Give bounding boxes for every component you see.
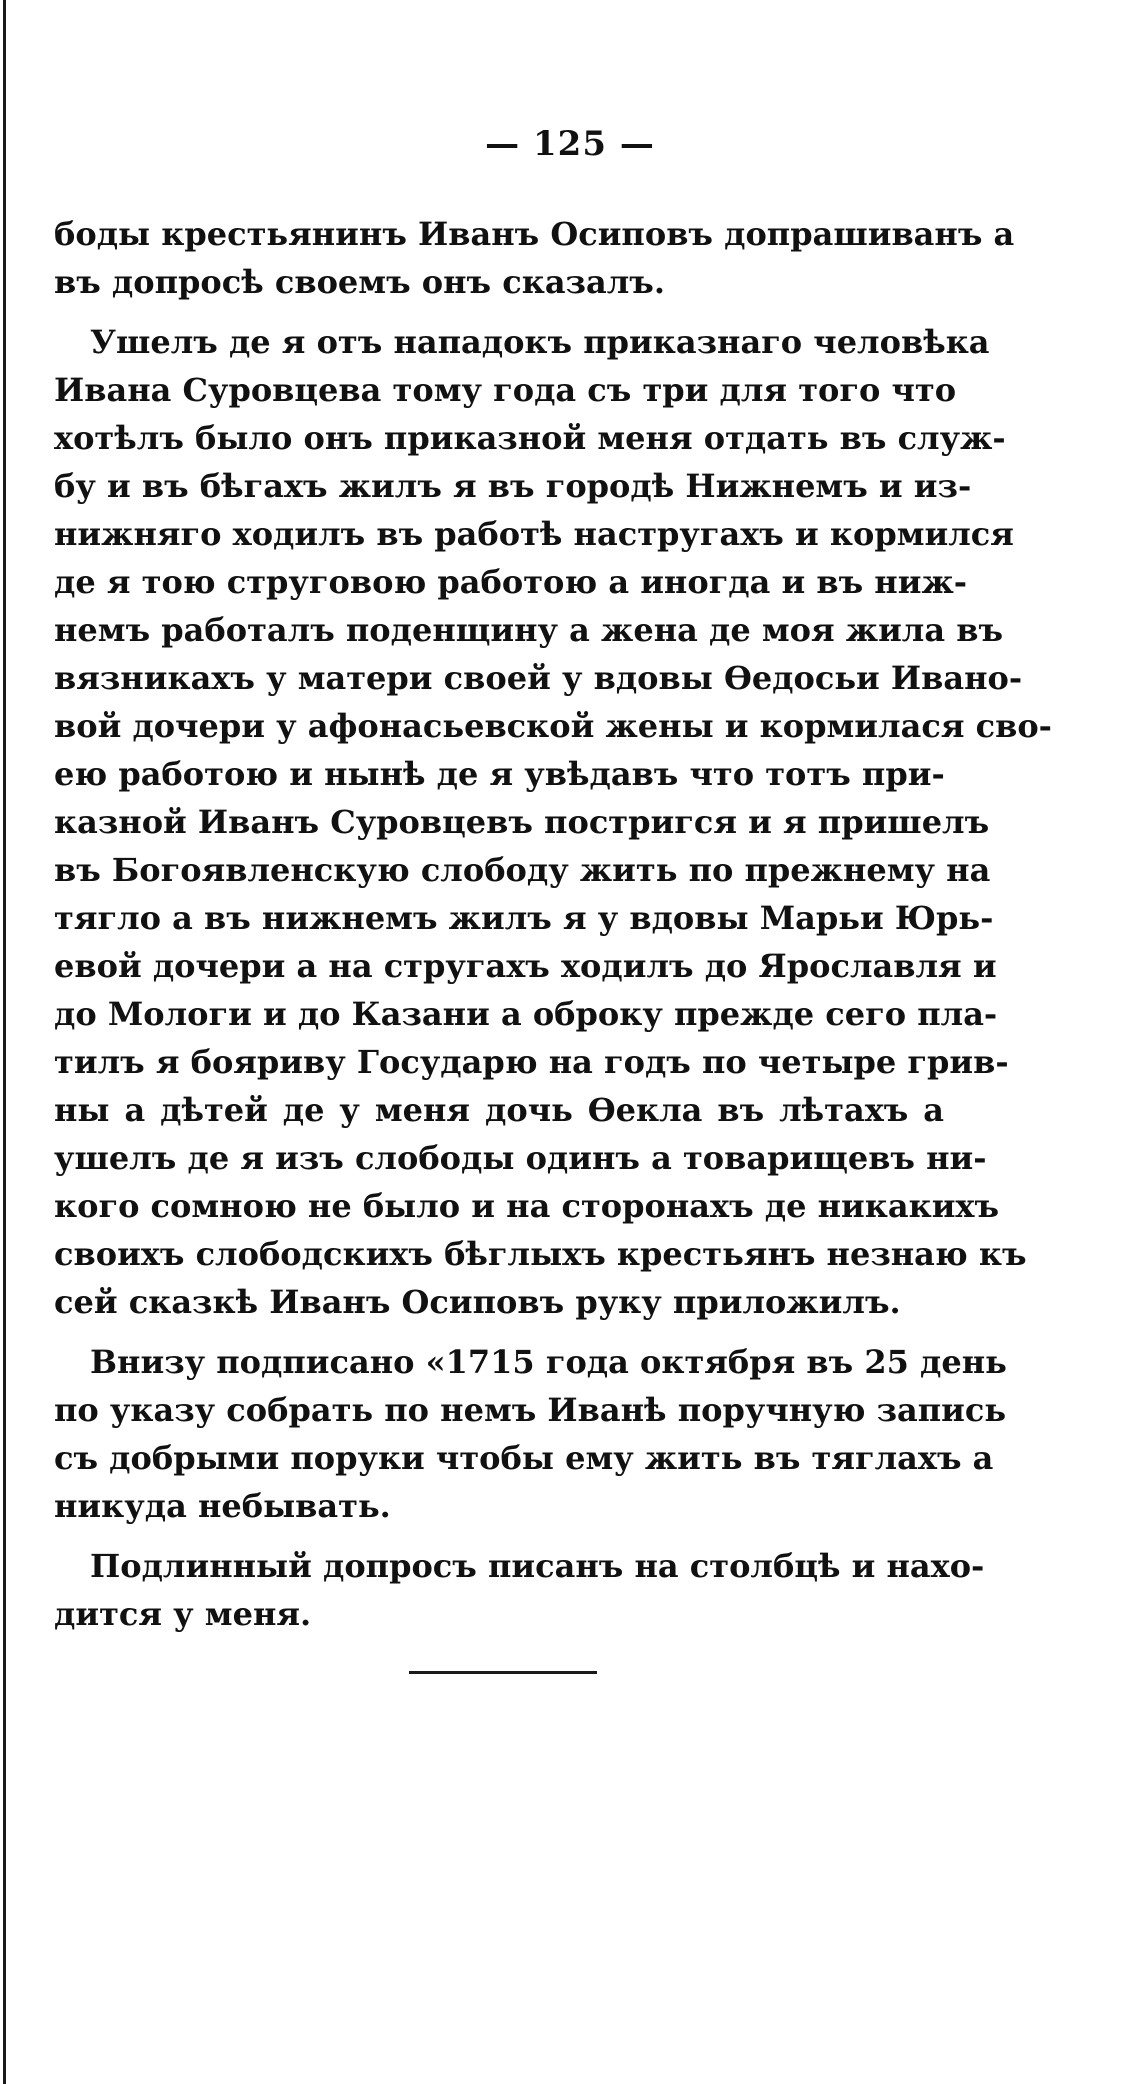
text-line: вязникахъ у матери своей у вдовы Ѳедосьи Ивано- bbox=[54, 659, 1023, 697]
text-line: де я тою струговою работою а иногда и въ ниж- bbox=[54, 563, 968, 601]
text-line: до Мологи и до Казани а оброку прежде сего пла- bbox=[54, 995, 998, 1033]
text-line: немъ работалъ поденщину а жена де моя жила въ bbox=[54, 611, 1004, 649]
text-line: своихъ слободскихъ бѣглыхъ крестьянъ незнаю къ bbox=[54, 1235, 1027, 1273]
text-line: бу и въ бѣгахъ жилъ я въ городѣ Нижнемъ и из- bbox=[54, 467, 972, 505]
text-line: по указу собрать по немъ Иванѣ поручную запись bbox=[54, 1391, 1007, 1429]
text-line: съ добрыми поруки чтобы ему жить въ тяглахъ а bbox=[54, 1439, 994, 1477]
text-line: тилъ я бояриву Государю на годъ по четыре грив- bbox=[54, 1043, 1009, 1081]
text-line: дится у меня. bbox=[54, 1595, 312, 1633]
text-line: въ допросѣ своемъ онъ сказалъ. bbox=[54, 263, 665, 301]
page-number: — 125 — bbox=[485, 124, 655, 164]
text-line: Ушелъ де я отъ нападокъ приказнаго человѣка bbox=[90, 323, 990, 361]
text-line: ны а дѣтей де у меня дочь Ѳекла въ лѣтахъ а bbox=[54, 1091, 944, 1129]
body-text bbox=[54, 210, 1052, 1638]
text-line: никуда небывать. bbox=[54, 1487, 391, 1525]
text-line: кого сомною не было и на сторонахъ де никакихъ bbox=[54, 1187, 1000, 1225]
text-line: нижняго ходилъ въ работѣ настругахъ и кормился bbox=[54, 515, 1014, 553]
text-line: тягло а въ нижнемъ жилъ я у вдовы Марьи Юрь- bbox=[54, 899, 994, 937]
text-line: ею работою и нынѣ де я увѣдавъ что тотъ при- bbox=[54, 755, 945, 793]
page-edge-rule bbox=[3, 0, 6, 2084]
text-line: евой дочери а на стругахъ ходилъ до Ярославля и bbox=[54, 947, 997, 985]
text-line: Ивана Суровцева тому года съ три для того что bbox=[54, 371, 957, 409]
text-line: ушелъ де я изъ слободы одинъ а товарищевъ ни- bbox=[54, 1139, 987, 1177]
text-line: казной Иванъ Суровцевъ постригся и я пришелъ bbox=[54, 803, 990, 841]
text-line: Внизу подписано «1715 года октября въ 25 день bbox=[90, 1343, 1007, 1381]
text-line: вой дочери у афонасьевской жены и кормилася сво- bbox=[54, 707, 1052, 745]
text-line: Подлинный допросъ писанъ на столбцѣ и нахо- bbox=[90, 1547, 985, 1585]
end-rule bbox=[409, 1671, 597, 1674]
text-line: хотѣлъ было онъ приказной меня отдать въ служ- bbox=[54, 419, 1006, 457]
text-line: боды крестьянинъ Иванъ Осиповъ допрашиванъ а bbox=[54, 215, 1015, 253]
text-line: въ Богоявленскую слободу жить по прежнему на bbox=[54, 851, 991, 889]
text-line: сей сказкѣ Иванъ Осиповъ руку приложилъ. bbox=[54, 1283, 901, 1321]
